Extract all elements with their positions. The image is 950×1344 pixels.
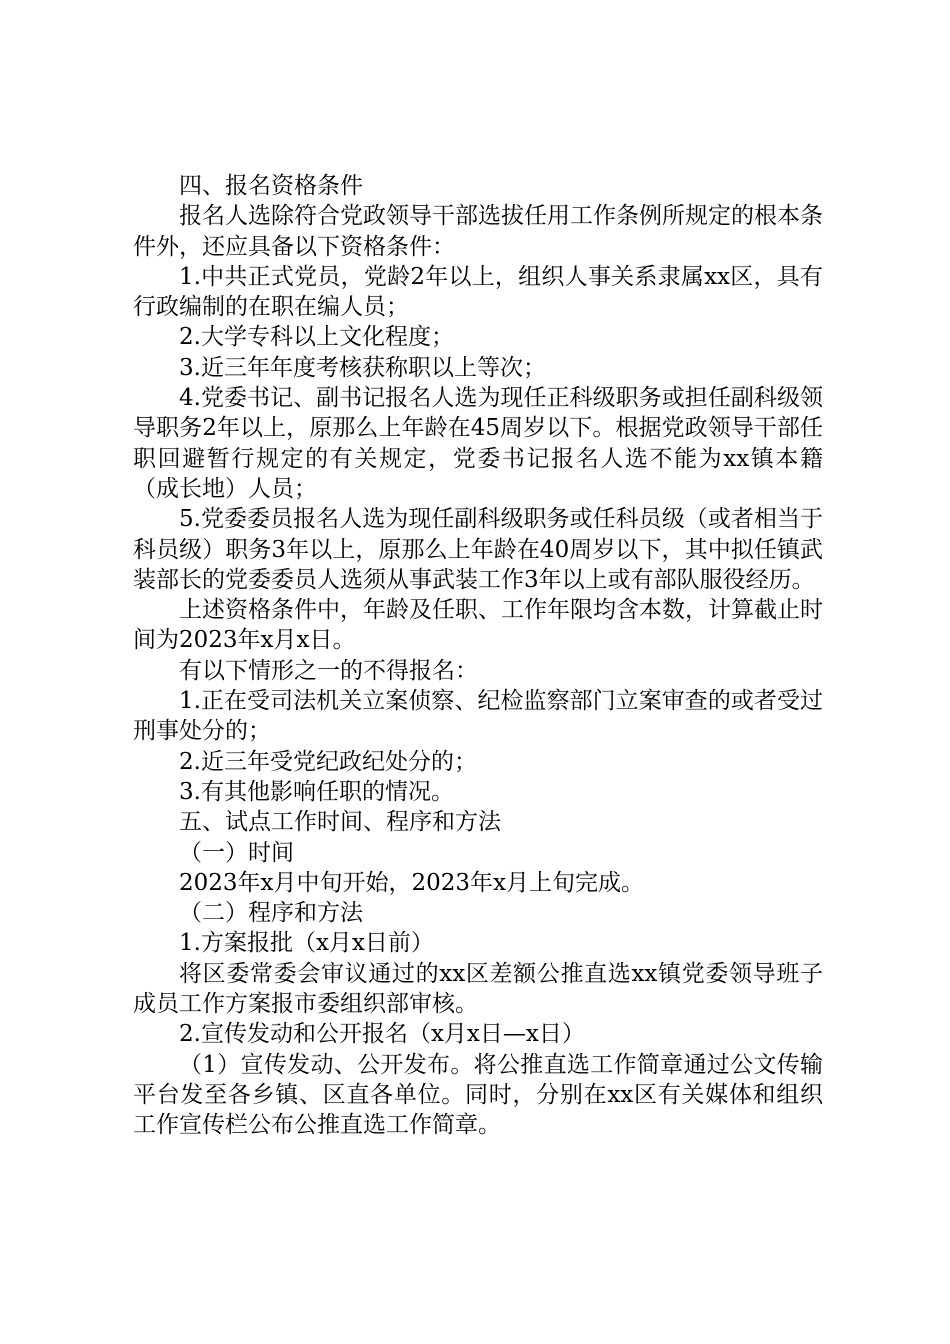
list-item-4: 4.党委书记、副书记报名人选为现任正科级职务或担任副科级领导职务2年以上，原那么上年龄在45周岁以下。根据党政领导干部任职回避暂行规定的有关规定，党委书记报名人选不能为xx镇本籍（成长地）人员； (133, 385, 823, 502)
step-heading-2: 2.宣传发动和公开报名（x月x日—x日） (179, 1021, 585, 1048)
paragraph-step-2-1: （1）宣传发动、公开发布。将公推直选工作简章通过公文传输平台发至各乡镇、区直各单位。同时，分别在xx区有关媒体和组织工作宣传栏公布公推直选工作简章。 (133, 1051, 823, 1139)
step-heading-1: 1.方案报批（x月x日前） (179, 930, 434, 957)
section-heading-5: 五、试点工作时间、程序和方法 (179, 809, 501, 836)
paragraph-note: 上述资格条件中，年龄及任职、工作年限均含本数，计算截止时间为2023年x月x日。 (133, 597, 823, 654)
paragraph-intro: 报名人选除符合党政领导干部选拔任用工作条例所规定的根本条件外，还应具备以下资格条件： (133, 203, 823, 260)
paragraph-time: 2023年x月中旬开始，2023年x月上旬完成。 (179, 869, 645, 896)
paragraph-step-1: 将区委常委会审议通过的xx区差额公推直选xx镇党委领导班子成员工作方案报市委组织部审核。 (133, 960, 823, 1018)
list-item-1: 1.中共正式党员，党龄2年以上，组织人事关系隶属xx区，具有行政编制的在职在编人员； (133, 263, 823, 321)
list-item-5: 5.党委委员报名人选为现任副科级职务或任科员级（或者相当于科员级）职务3年以上，原那么上年龄在40周岁以下，其中拟任镇武装部长的党委委员人选须从事武装工作3年以上或有部队服役经历。 (133, 506, 823, 593)
exclusion-item-3: 3.有其他影响任职的情况。 (179, 778, 454, 805)
list-item-2: 2.大学专科以上文化程度； (179, 324, 454, 351)
paragraph-exclusions: 有以下情形之一的不得报名： (179, 657, 478, 684)
list-item-3: 3.近三年年度考核获称职以上等次； (179, 354, 546, 381)
document-body (133, 171, 823, 1141)
subsection-heading-time: （一）时间 (179, 839, 294, 866)
exclusion-item-1: 1.正在受司法机关立案侦察、纪检监察部门立案审查的或者受过刑事处分的； (133, 688, 823, 745)
exclusion-item-2: 2.近三年受党纪政纪处分的； (179, 748, 477, 775)
section-heading-4: 四、报名资格条件 (179, 173, 363, 199)
subsection-heading-procedure: （二）程序和方法 (179, 900, 363, 927)
